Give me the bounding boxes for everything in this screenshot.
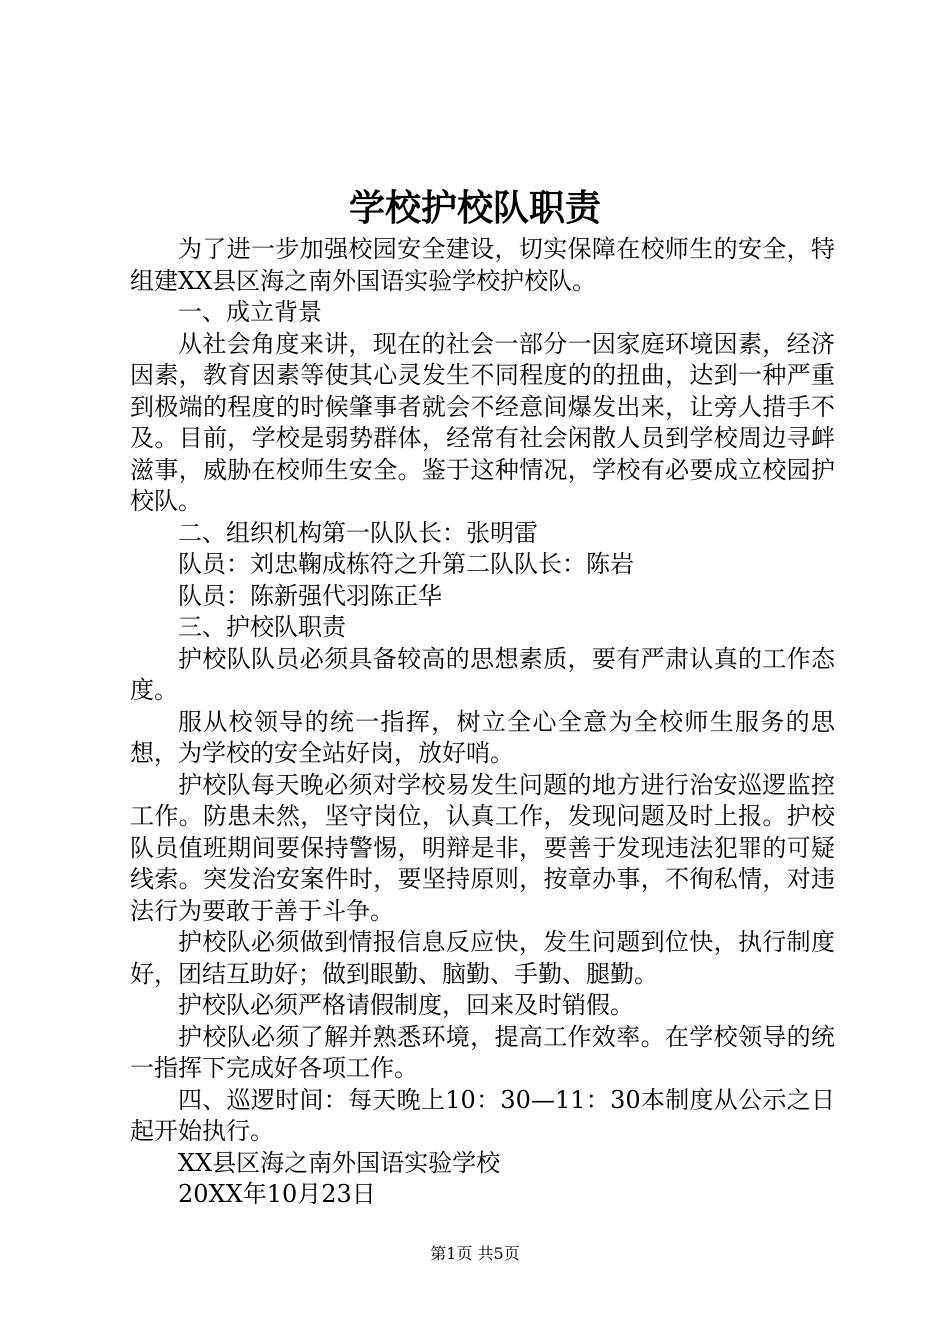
signature-school-name: XX县区海之南外国语实验学校	[178, 1148, 501, 1177]
section-heading-organization: 二、组织机构第一队队长：张明雷	[178, 518, 538, 547]
document-body	[130, 234, 835, 1211]
section-heading-duties: 三、护校队职责	[178, 613, 346, 641]
paragraph-background: 从社会角度来讲，现在的社会一部分一因家庭环境因素，经济因素，教育因素等使其心灵发生不同程度的的扭曲，达到一种严重到极端的程度的时候肇事者就会不经意间爆发出来，让旁人措手不及。目前，学校是弱势群体，经常有社会闲散人员到学校周边寻衅滋事，威胁在校师生安全。鉴于这种情况，学校有必要成立校园护校队。	[130, 329, 835, 515]
section-heading-background: 一、成立背景	[178, 298, 322, 326]
section-heading-patrol-time: 四、巡逻时间：每天晚上10：30—11：30本制度从公示之日起开始执行。	[130, 1085, 835, 1145]
paragraph-duty-3: 护校队每天晚必须对学校易发生问题的地方进行治安巡逻监控工作。防患未然，坚守岗位，认真工作，发现问题及时上报。护校队员值班期间要保持警惕，明辩是非，要善于发现违法犯罪的可疑线索。突发治安案件时，要坚持原则，按章办事，不徇私情，对违法行为要敢于善于斗争。	[130, 770, 835, 925]
paragraph-team-members-1: 队员：刘忠鞠成栋符之升第二队队长：陈岩	[178, 550, 634, 578]
paragraph-duty-6: 护校队必须了解并熟悉环境，提高工作效率。在学校领导的统一指挥下完成好各项工作。	[130, 1022, 835, 1082]
paragraph-team-members-2: 队员：陈新强代羽陈正华	[178, 581, 442, 610]
page-number-footer: 第1页 共5页	[430, 1244, 520, 1263]
document-title: 学校护校队职责	[348, 187, 601, 229]
paragraph-duty-2: 服从校领导的统一指挥，树立全心全意为全校师生服务的思想，为学校的安全站好岗，放好哨。	[130, 707, 835, 767]
paragraph-duty-4: 护校队必须做到情报信息反应快，发生问题到位快，执行制度好，团结互助好；做到眼勤、脑勤、手勤、腿勤。	[130, 928, 835, 988]
paragraph-duty-1: 护校队队员必须具备较高的思想素质，要有严肃认真的工作态度。	[130, 644, 835, 704]
signature-date: 20XX年10月23日	[178, 1180, 376, 1208]
paragraph-intro: 为了进一步加强校园安全建设，切实保障在校师生的安全，特组建XX县区海之南外国语实验学校护校队。	[130, 235, 835, 295]
paragraph-duty-5: 护校队必须严格请假制度，回来及时销假。	[178, 991, 634, 1019]
